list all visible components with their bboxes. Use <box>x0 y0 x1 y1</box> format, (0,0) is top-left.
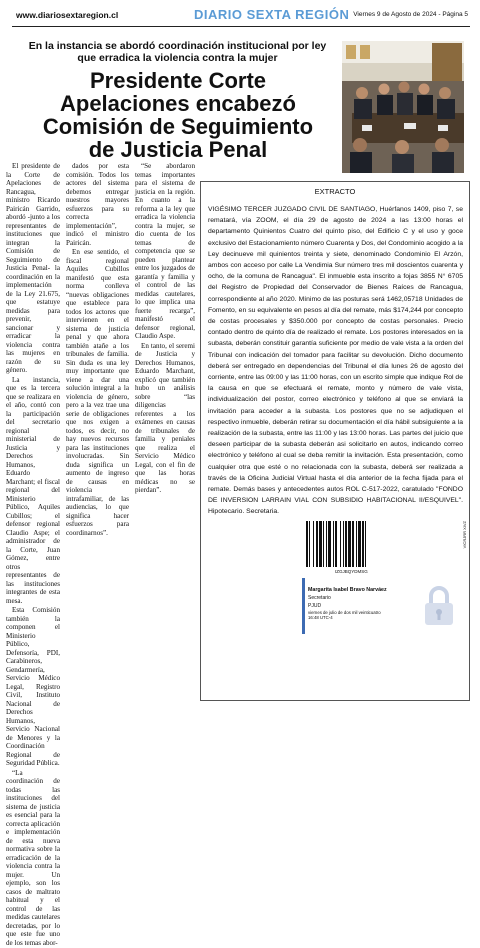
article-paragraph: En ese sentido, el fiscal regional Aquiles Cubillos manifestó que esta norma conlleva “nuevas obligaciones que establece para todos los actores que intervienen en el sistema de justicia penal y que ahora también atañe a los tribunales de familia. Sin duda es una ley muy importante que viene a dar una solución integral a la violencia de género, pero a la vez trae una serie de obligaciones que nos exigen a todos, es decir, no hay nuevos recursos para las instituciones involucradas. Sin duda significa un aumento de ingreso de causas en violencia intrafamiliar, de las audiencias, lo que significa hacer esfuerzos para coordinarnos”. <box>66 248 129 537</box>
verification-code: VICRJRR XIVZ <box>462 521 467 549</box>
page-header <box>12 4 470 34</box>
date-and-page: Viernes 9 de Agosto de 2024 - Página 5 <box>353 11 468 18</box>
signer-name: Margarita Isabel Bravo Narváez <box>308 587 387 593</box>
article-paragraph: El presidente de la Corte de Apelaciones de Rancagua, ministro Ricardo Pairicán Garrido, abordó -junto a los representantes de instituciones que integran la Comisión de Seguimiento de Justicia Penal- la coordinación en la implementación de la Ley 21.675, que estatuye medidas para prevenir, sancionar y erradicar la violencia contra las mujeres en razón de su género. <box>6 162 60 374</box>
site-url: www.diariosextaregion.cl <box>16 10 119 20</box>
article-paragraph: Esta Comisión también la componen el Ministerio Público, Defensoría, PDI, Carabineros, Gendarmería, Servicio Médico Legal, Registro Civil, Instituto Nacional de Derechos Humanos, Servicio Nacional de Menores y la Coordinación Regional de Seguridad Pública. <box>6 606 60 767</box>
article-paragraph: dados por esta comisión. Todos los actores del sistema debemos entregar nuestros mayores esfuerzos para su correcta implementación”, indicó el ministro Pairicán. <box>66 162 129 247</box>
article-column-3 <box>135 162 195 496</box>
article-paragraph: “La coordinación de todas las instituciones del sistema de justicia es esencial para la correcta aplicación e implementación de esta nueva normativa sobre la erradicación de la violencia contra la mujer. Un ejemplo, son los casos de maltrato habitual y el control de las medidas cautelares decretadas, por lo que este fue uno de los temas abor- <box>6 768 60 947</box>
signature-stripe <box>302 578 305 634</box>
header-rule <box>12 26 470 27</box>
signer-role: Secretario <box>308 595 331 601</box>
article-column-2 <box>66 162 129 538</box>
barcode-icon <box>306 521 391 567</box>
signer-organization: PJUD <box>308 603 322 609</box>
legal-notice-body: VIGÉSIMO TERCER JUZGADO CIVIL DE SANTIAGO, Huérfanos 1409, piso 7, se rematará, vía ZOOM, el día 29 de agosto de 2024 a las 13:00 horas el departamento Quinientos Cuatro del quinto piso, del Edificio C y el uso y goce exclusivo del Estacionamiento número Cuarenta y Dos, del Condominio acogido a la Ley decinueve mil quinientos treinta y siete, denominado Condominio El Arzón, ambos con acceso por calle La Vendimia Sur número tres mil doscientos cuarenta y ocho, de la comuna de Rancagua". El inmueble esta inscrito a fojas 3855 N° 6705 del Registro de Propiedad del Conservador de Bienes Raíces de Rancagua, correspondiente al año 2020. Mínimo de las posturas será 1462,05718 Unidades de Fomento, en su equivalente en pesos al día del remate, más $174,244 por concepto de costas procesales y $350.000 por concepto de costas personales. Precio contado dentro de quinto día de realizado el remate. Los postores interesados en la subasta, deberán constituir garantía suficiente por medio de vale vista a la orden del Tribunal con indicación del tomador para facilitar su devolución. Dicho documento deberá ser entregado en dependencias del Tribunal el día lunes 26 de agosto del corriente, entre las 09:00 y las 11:00 horas, con un escrito simple que indique Rol de la causa en que se efectuará el remate, monto y número de vale vista, individualización del postor, correo electrónico y teléfono al que se enviará la invitación para acceder a la subasta. Los postores que no se adjudiquen el respectivo inmueble, deberán retirar su documentación el día hábil subsiguiente a la realización de la subasta, entre las 11:00 y las 13:00 horas. Las partes del juicio que deseen participar de la subasta deberán asi solicitarlo en autos, indicando correo electrónico y teléfono al cual se deba remitir la invitación. Esta presentación, como cualquier otra que esté o no relacionada con la subasta, deberá ser realizada a través de la Oficina Judicial Virtual hasta el día anterior de la fecha fijada para el remate. Demás bases y antecedentes autos ROL C-517-2022, caratulado "FONDO DE INVERSION LARRAIN VIAL CON SUBSIDIO HABITACIONAL II/ESQUIVEL". Hipotecario. Secretaria. <box>208 206 463 516</box>
article-headline: Presidente Corte Apelaciones encabezó Comisión de Seguimiento de Justicia Penal <box>42 68 314 162</box>
article-paragraph: En tanto, el seremi de Justicia y Derechos Humanos, Eduardo Marchant, explicó que también hubo un análisis sobre “las diligencias referentes a los exámenes en causas de tribunales de familia y peniales que realiza el Servicio Médico Legal, con el fin de que las horas médicas no se pierdan”. <box>135 341 195 494</box>
article-paragraph: La instancia, que es la tercera que se realizara en el año, contó con la participación del secretario regional ministerial de Justicia y Derechos Humanos, Eduardo Marchant; el fiscal regional del Ministerio Público, Aquiles Cubillos; el defensor regional Claudio Aspe; el administrador de la Corte, Juan Gómez, entre otros representantes de las instituciones integrantes de esta mesa. <box>6 375 60 605</box>
article-kicker: En la instancia se abordó coordinación institucional por ley que erradica la violencia contra la mujer <box>28 40 327 64</box>
meeting-photo <box>342 41 464 173</box>
padlock-icon <box>420 583 458 629</box>
legal-notice-title: EXTRACTO <box>314 187 356 196</box>
barcode-number: IZGJBQYDMSG <box>335 569 368 574</box>
signature-date: viernes de julio de dos mil veinticuatro 16:48 UTC-4 <box>308 610 381 621</box>
article-paragraph: “Se abordaron temas importantes para el sistema de justicia en la región. En cuanto a la reforma a la ley que erradica la violencia contra la mujer, se dio cuenta de los temas de competencia que se pueden plantear entre los juzgados de garantía y familia y el control de las medidas cautelares, lo que implica una fuerte recarga”, manifestó el defensor regional, Claudio Aspe. <box>135 162 195 340</box>
meeting-photo-illustration <box>342 41 464 173</box>
newspaper-title: DIARIO SEXTA REGIÓN <box>194 7 350 22</box>
article-column-1 <box>6 162 60 948</box>
electronic-signature <box>302 578 463 634</box>
